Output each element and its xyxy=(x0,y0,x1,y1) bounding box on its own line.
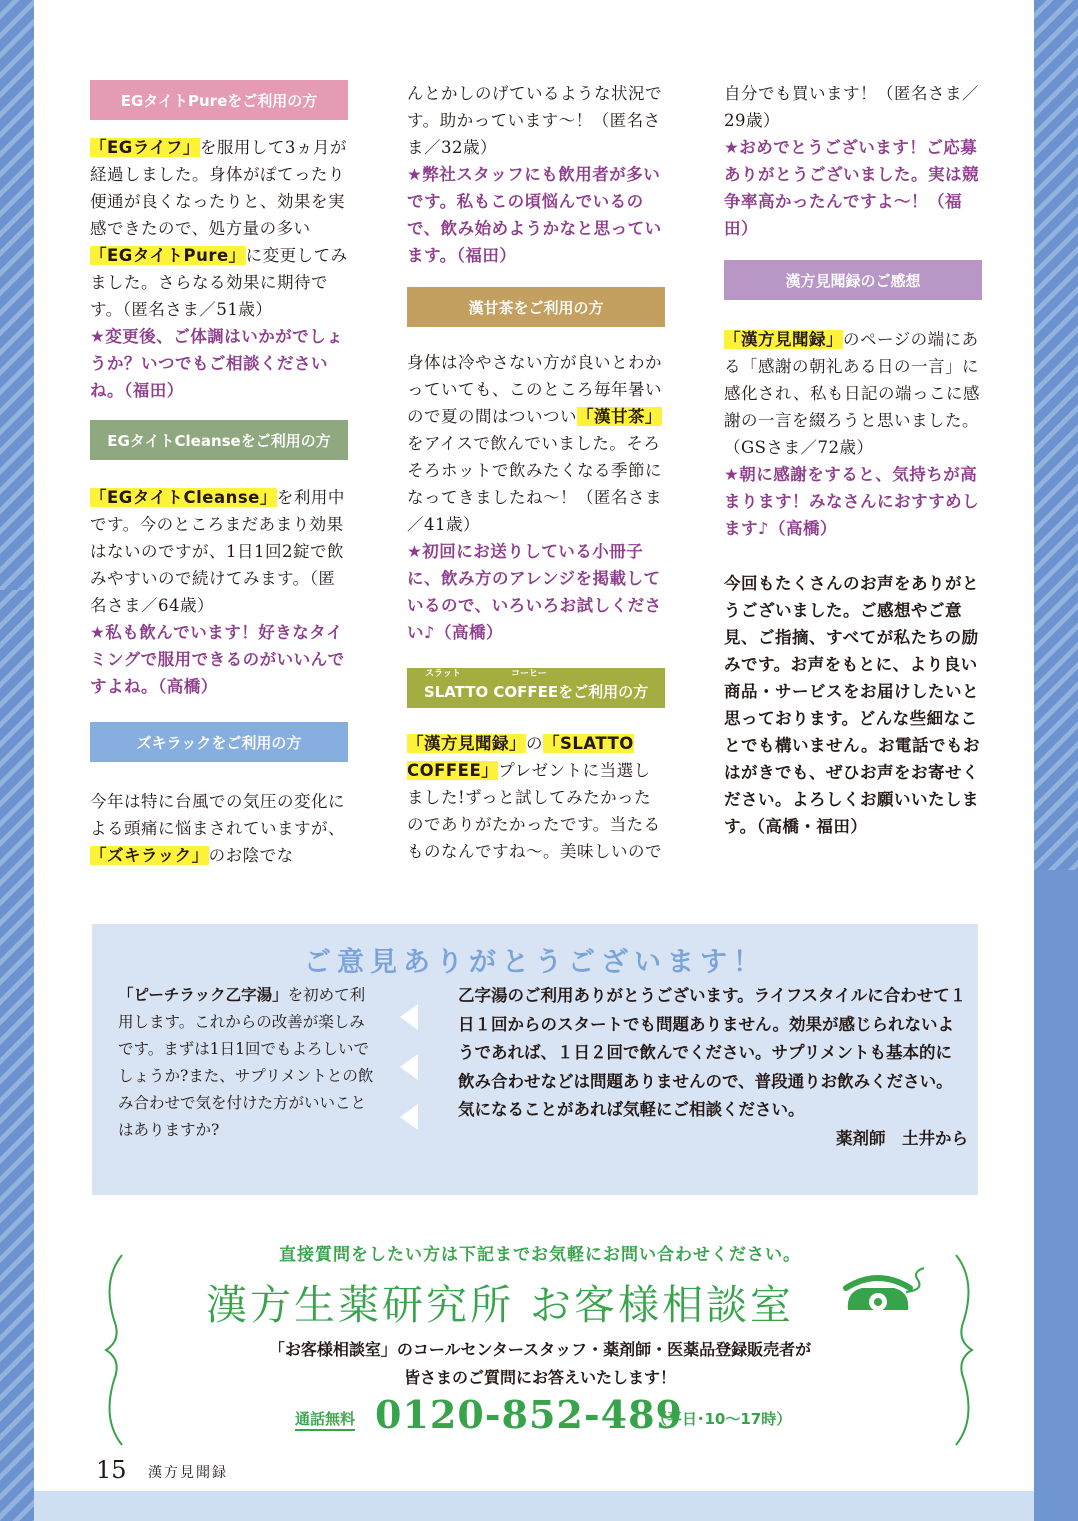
telephone-icon xyxy=(840,1262,930,1322)
testimonial-eg-cleanse: 「EGタイトCleanse」を利用中です。今のところまだあまり効果はないのですが、1日1回2錠で飲みやすいので続けてみます。（匿名さま／64歳） xyxy=(90,488,345,615)
testimonial-zukirakku: 今年は特に台風での気圧の変化による頭痛に悩まされていますが、「ズキラック」のお陰でな xyxy=(90,792,345,865)
arrow-left-icon xyxy=(400,1054,418,1080)
testimonial-kanpo-kenbunroku: 「漢方見聞録」のページの端にある「感謝の朝礼ある日の一言」に感化され、私も日記の端っこに感謝の一言を綴ろうと思いました。（GSさま／72歳） xyxy=(724,330,980,457)
business-hours: （平日･10〜17時） xyxy=(652,1410,792,1428)
staff-reply: ★おめでとうございます！ご応募ありがとうございました。実は競争率高かったんですよ〜！（福田） xyxy=(724,138,979,238)
testimonial-eg-pure: 「EGライフ」を服用して3ヵ月が経過しました。身体がぽてったり便通が良くなったりと、効果を実感できたので、処方量の多い「EGタイトPure」に変更してみました。さらなる効果に期待です。（匿名さま／51歳） xyxy=(90,138,348,319)
product-highlight: 「EGタイトPure」 xyxy=(90,246,246,265)
staff-reply: ★初回にお送りしている小冊子に、飲み方のアレンジを掲載しているので、いろいろお試しください♪（高橋） xyxy=(407,542,662,642)
ruby-slatto: スラット xyxy=(425,669,461,679)
bottom-band xyxy=(34,1491,1034,1521)
staff-reply: ★変更後、ご体調はいかがでしょうか？いつでもご相談くださいね。（福田） xyxy=(90,327,344,400)
left-stripe-lower xyxy=(0,590,34,1521)
product-highlight: 「漢方見聞録」 xyxy=(407,734,526,753)
staff-reply: ★朝に感謝をすると、気持ちが高まります！みなさんにおすすめします♪（高橋） xyxy=(724,465,980,538)
testimonial-kankancha: 身体は冷やさない方が良いとわかっていても、このところ毎年暑いので夏の間はついつい「漢甘茶」をアイスで飲んでいました。そろそろホットで飲みたくなる季節になってきましたね〜！（匿名さま／41歳） xyxy=(407,353,662,534)
product-highlight: 「漢甘茶」 xyxy=(577,407,662,426)
page-number: 15 xyxy=(96,1456,127,1484)
column-1 xyxy=(90,80,348,869)
publication-name: 漢方見聞録 xyxy=(148,1465,228,1481)
section-heading-kankancha: 漢甘茶をご利用の方 xyxy=(407,287,665,327)
column-3 xyxy=(724,80,982,840)
testimonial-zukirakku-cont: んとかしのげているような状況です。助かっています〜！（匿名さま／32歳） xyxy=(407,84,662,157)
staff-reply: ★弊社スタッフにも飲用者が多いです。私もこの頃悩んでいるので、飲み始めようかなと思っています。（福田） xyxy=(407,165,662,265)
section-heading-eg-cleanse: EGタイトCleanseをご利用の方 xyxy=(90,420,348,460)
product-highlight: 「漢方見聞録」 xyxy=(724,330,843,349)
arrow-left-icon xyxy=(400,1004,418,1030)
product-highlight: 「EGライフ」 xyxy=(90,138,200,157)
contact-title: 漢方生薬研究所 お客様相談室 xyxy=(205,1281,795,1329)
testimonial-slatto-cont: 自分でも買います！（匿名さま／29歳） xyxy=(724,84,979,130)
pharmacist-signature: 薬剤師 土井から xyxy=(836,1128,968,1148)
contact-description: 「お客様相談室」のコールセンタースタッフ・薬剤師・医薬品登録販売者が 皆さまのご質問にお答えいたします！ xyxy=(268,1340,812,1387)
closing-message: 今回もたくさんのお声をありがとうございました。ご感想やご意見、ご指摘、すべてが私たちの励みです。お声をもとに、より良い商品・サービスをお届けしたいと思っております。どんな些細なことでも構いません。お電話でもおはがきでも、ぜひお声をお寄せください。よろしくお願いいたします。（高橋・福田） xyxy=(724,574,980,836)
customer-question: 「ピーチラック乙字湯」を初めて利用します。これからの改善が楽しみです。まずは1日1回でもよろしいでしょうか?また、サプリメントとの飲み合わせで気を付けた方がいいことはありますか? xyxy=(118,986,374,1139)
column-2 xyxy=(407,80,665,865)
section-heading-kanpo-kenbunroku: 漢方見聞録のご感想 xyxy=(724,260,982,300)
testimonial-slatto-coffee: 「漢方見聞録」の「SLATTO COFFEE」プレゼントに当選しました!ずっと試してみたかったのでありがたかったです。当たるものなんですね〜。美味しいので xyxy=(407,734,662,861)
product-highlight: 「SLATTO COFFEE」 xyxy=(407,734,634,780)
ruby-coffee: コーヒー xyxy=(511,669,547,679)
qa-box xyxy=(92,924,978,1195)
product-highlight: 「ズキラック」 xyxy=(90,846,209,865)
contact-lead: 直接質問をしたい方は下記までお気軽にお問い合わせください。 xyxy=(279,1245,801,1265)
toll-free-label: 通話無料 xyxy=(295,1408,355,1431)
arrow-left-icon xyxy=(400,1104,418,1130)
staff-reply: ★私も飲んでいます！好きなタイミングで服用できるのがいいんですよね。（高橋） xyxy=(90,623,345,696)
section-heading-eg-pure: EGタイトPureをご利用の方 xyxy=(90,80,348,120)
right-solid-band xyxy=(1034,870,1078,1521)
phone-number[interactable]: 0120-852-489 xyxy=(375,1392,683,1437)
product-highlight: 「EGタイトCleanse」 xyxy=(90,488,277,507)
qa-title: ご意見ありがとうございます！ xyxy=(304,947,766,978)
pharmacist-answer: 乙字湯のご利用ありがとうございます。ライフスタイルに合わせて１日１回からのスタートでも問題ありません。効果が感じられないようであれば、１日２回で飲んでください。サプリメントも基本的に飲み合わせなどは問題ありませんので、普段通りお飲みください。気になることがあれば気軽にご相談ください。 薬剤師 土井から xyxy=(458,982,968,1154)
section-heading-slatto-coffee: スラット コーヒー SLATTO COFFEEをご利用の方 xyxy=(407,668,665,708)
section-heading-zukirakku: ズキラックをご利用の方 xyxy=(90,722,348,762)
